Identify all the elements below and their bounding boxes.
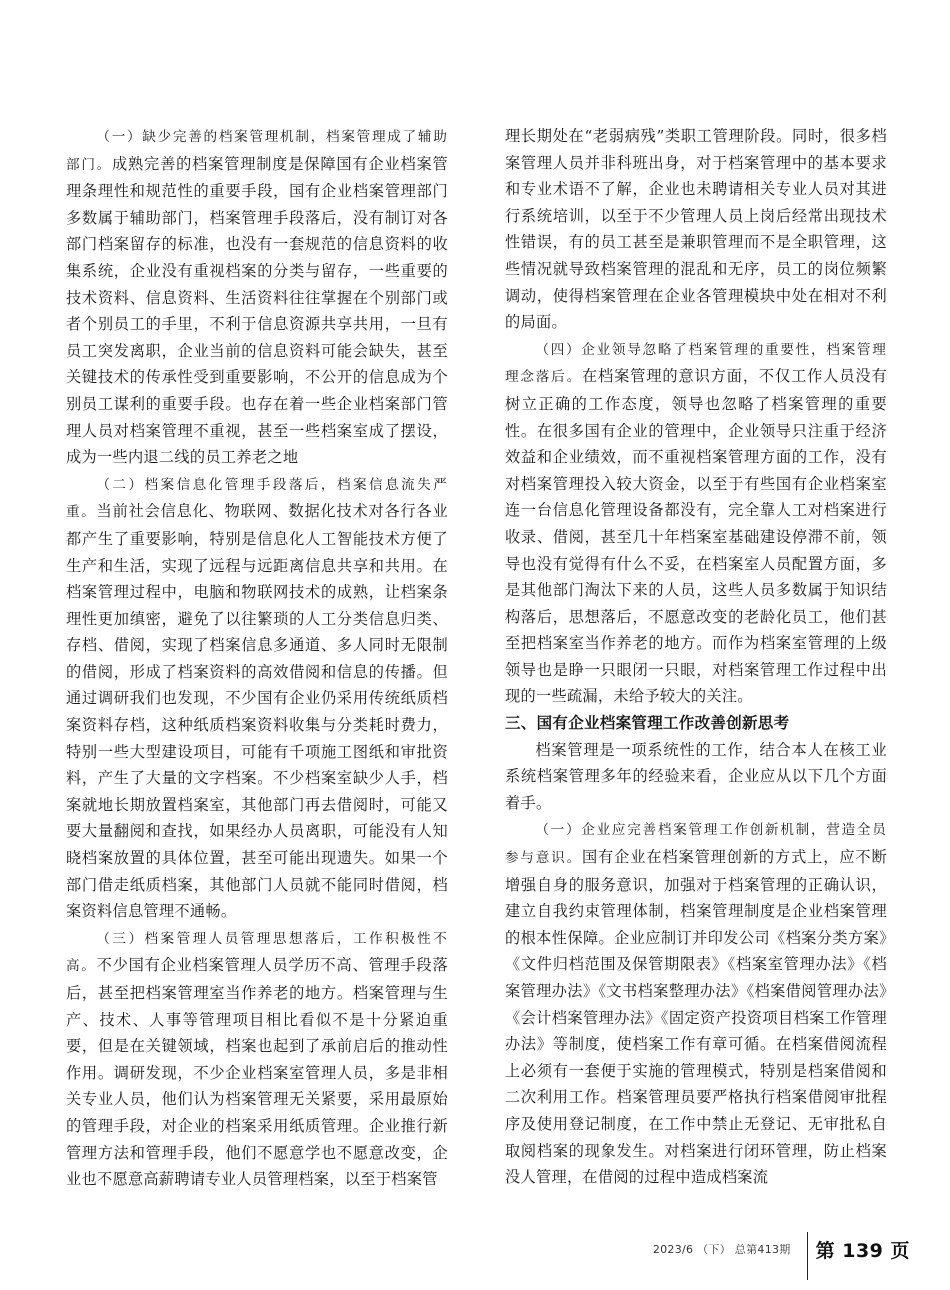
left-column [66, 123, 448, 1193]
paragraph [66, 123, 448, 471]
footer-divider [807, 1232, 808, 1280]
subheading: （一）企业应完善档案管理工作创新机制，营造全员参与意识。 [505, 822, 887, 867]
paragraph-body: 不少国有企业档案管理人员学历不高、管理手段落后，甚至把档案管理室当作养老的地方。档案管理与生产、技术、人事等管理项目相比看似不是十分紧迫重要，但是在关键领域，档案也起到了承前启后的推动性作用。调研发现，不少企业档案室管理人员，多是非相关专业人员，他们认为档案管理无关紧要，采用最原始的管理手段，对企业的档案采用纸质管理。企业推行新管理方法和管理手段，他们不愿意学也不愿意改变，企业也不愿意高薪聘请专业人员管理档案，以至于档案管 [66, 956, 448, 1189]
paragraph: 档案管理是一项系统性的工作，结合本人在核工业系统档案管理多年的经验来看，企业应从以下几个方面着手。 [505, 740, 887, 812]
subheading: （四）企业领导忽略了档案管理的重要性，档案管理理念落后。 [505, 341, 887, 386]
paragraph [505, 336, 887, 710]
paragraph [505, 816, 887, 1190]
page-number: 第 139 页 [815, 1239, 910, 1262]
subheading: （一）缺少完善的档案管理机制，档案管理成了辅助部门。 [66, 129, 448, 173]
subheading: （三）档案管理人员管理思想落后，工作积极性不高。 [66, 930, 448, 975]
paragraph-body: 国有企业在档案管理创新的方式上，应不断增强自身的服务意识，加强对于档案管理的正确认识，建立自我约束管理体制，档案管理制度是企业档案管理的根本性保障。企业应制订并印发公司《档案分类方案》《文件归档范围及保管期限表》《档案室管理办法》《档案管理办法》《文书档案整理办法》《档案借阅管理办法》《会计档案管理办法》《固定资产投资项目档案工作管理办法》等制度，使档案工作有章可循。在档案借阅流程上必须有一套便于实施的管理模式，特别是档案借阅和二次利用工作。档案管理员要严格执行档案借阅审批程序及使用登记制度，在工作中禁止无登记、无审批私自取阅档案的现象发生。对档案进行闭环管理，防止档案没人管理，在借阅的过程中造成档案流 [505, 848, 888, 1187]
page-footer [653, 1232, 910, 1266]
paragraph-body: 在档案管理的意识方面，不仅工作人员没有树立正确的工作态度，领导也忽略了档案管理的重要性。在很多国有企业的管理中，企业领导只注重于经济效益和企业绩效，而不重视档案管理方面的工作，没有对档案管理投入较大资金，以至于有些国有企业档案室连一台信息化管理设备都没有，完全靠人工对档案进行收录、借阅，甚至几十年档案室基础建设停滞不前，领导也没有觉得有什么不妥，在档案室人员配置方面，多是其他部门淘汰下来的人员，这些人员多数属于知识结构落后，思想落后，不愿意改变的老龄化员工，他们甚至把档案室当作养老的地方。而作为档案室管理的上级领导也是睁一只眼闭一只眼，对档案管理工作过程中出现的一些疏漏，未给予较大的关注。 [505, 367, 888, 706]
issue-info: 2023/6 （下） 总第413期 [652, 1243, 791, 1256]
paragraph [66, 925, 448, 1193]
subheading: （二）档案信息化管理手段落后，档案信息流失严重。 [66, 476, 448, 521]
section-title: 三、国有企业档案管理工作改善创新思考 [505, 714, 790, 733]
paragraph-body: 成熟完善的档案管理制度是保障国有企业档案管理条理性和规范性的重要手段，国有企业档案管理部门多数属于辅助部门，档案管理手段落后，没有制订对各部门档案留存的标准，也没有一套规范的信息资料的收集系统，企业没有重视档案的分类与留存，一些重要的技术资料、信息资料、生活资料往往掌握在个别部门或者个别员工的手里，不利于信息资源共享共用，一旦有员工突发离职，企业当前的信息资料可能会缺失，甚至关键技术的传承性受到重要影响，不公开的信息成为个别员工谋利的重要手段。也存在着一些企业档案部门管理人员对档案管理不重视，甚至一些档案室成了摆设，成为一些内退二线的员工养老之地 [66, 154, 448, 467]
paragraph-body: 当前社会信息化、物联网、数据化技术对各行各业都产生了重要影响，特别是信息化人工智能技术方便了生产和生活，实现了远程与远距离信息共享和共用。在档案管理过程中，电脑和物联网技术的成熟，让档案条理性更加缜密，避免了以往繁琐的人工分类信息归类、存档、借阅，实现了档案信息多通道、多人同时无限制的借阅，形成了档案资料的高效借阅和信息的传播。但通过调研我们也发现，不少国有企业仍采用传统纸质档案资料存档，这种纸质档案资料收集与分类耗时费力，特别一些大型建设项目，可能有千项施工图纸和审批资料，产生了大量的文字档案。不少档案室缺少人手，档案就地长期放置档案室，其他部门再去借阅时，可能又要大量翻阅和查找，如果经办人员离职，可能没有人知晓档案放置的具体位置，甚至可能出现遗失。如果一个部门借走纸质档案，其他部门人员就不能同时借阅，档案资料信息管理不通畅。 [66, 502, 448, 921]
paragraph-continued: 理长期处在“老弱病残”类职工管理阶段。同时，很多档案管理人员并非科班出身，对于档案管理中的基本要求和专业术语不了解，企业也未聘请相关专业人员对其进行系统培训，以至于不少管理人员上岗后经常出现技术性错误，有的员工甚至是兼职管理而不是全职管理，这些情况就导致档案管理的混乱和无序，员工的岗位频繁调动，使得档案管理在企业各管理模块中处在相对不利的局面。 [505, 127, 887, 332]
right-column [505, 123, 887, 1191]
paragraph [66, 471, 448, 925]
